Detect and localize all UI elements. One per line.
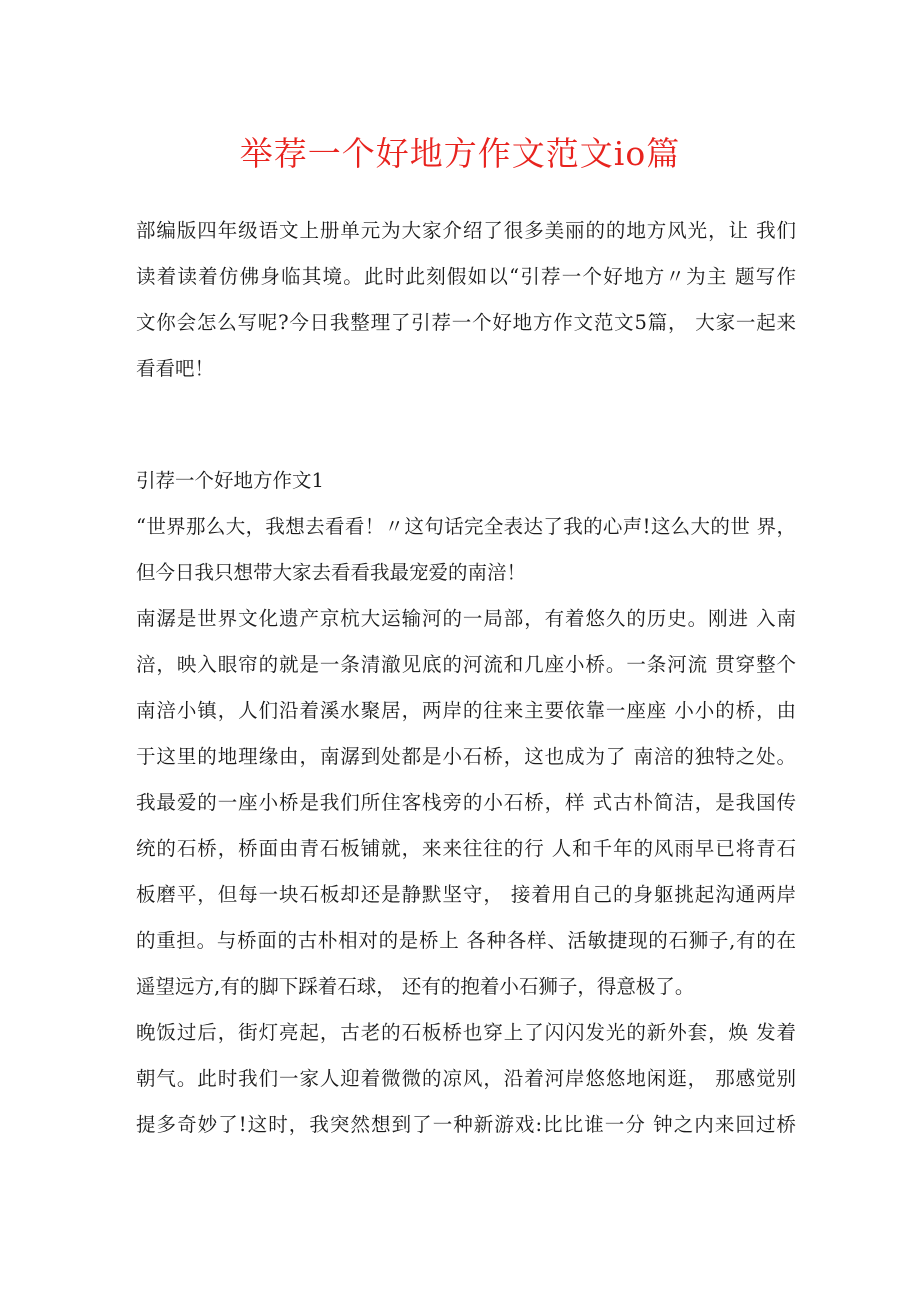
section-line: 板磨平，但每一块石板却还是静默坚守， 接着用自己的身躯挑起沟通两岸: [136, 883, 796, 906]
section-line: 于这里的地理缘由，南潺到处都是小石桥，这也成为了 南涪的独特之处。: [136, 745, 796, 768]
section-line: 朝气。此时我们一家人迎着微微的凉风，沿着河岸悠悠地闲逛， 那感觉别: [136, 1067, 796, 1090]
section-line: 我最爱的一座小桥是我们所住客栈旁的小石桥，样 式古朴简洁，是我国传: [136, 791, 796, 814]
section-line: 遥望远方,有的脚下踩着石球， 还有的抱着小石狮子，得意极了。: [136, 975, 695, 998]
section-paragraphs: [136, 504, 796, 1148]
intro-line: 读着读着仿佛身临其境。此时此刻假如以“引荐一个好地方〃为主 题写作: [136, 265, 796, 288]
document-title: 举荐一个好地方作文范文io篇: [239, 134, 681, 173]
section-line: “世界那么大，我想去看看！〃这句话完全表达了我的心声!这么大的世 界，: [136, 515, 796, 538]
section-line: 但今日我只想带大家去看看我最宠爱的南涪！: [136, 561, 527, 584]
section-line: 提多奇妙了!这时，我突然想到了一种新游戏:比比谁一分 钟之内来回过桥: [136, 1113, 796, 1136]
section-line: 南潺是世界文化遗产京杭大运输河的一局部，有着悠久的历史。刚进 入南: [136, 607, 796, 630]
section-line: 统的石桥，桥面由青石板铺就，来来往往的行 人和千年的风雨早已将青石: [136, 837, 796, 860]
section-heading: 引荐一个好地方作文1: [136, 469, 324, 492]
intro-line: 文你会怎么写呢?今日我整理了引荐一个好地方作文范文5篇， 大家一起来: [136, 311, 796, 334]
section-line: 南涪小镇，人们沿着溪水聚居，两岸的往来主要依靠一座座 小小的桥，由: [136, 699, 796, 722]
intro-line: 看看吧！: [136, 357, 215, 380]
document-body: [136, 208, 796, 1148]
intro-line: 部编版四年级语文上册单元为大家介绍了很多美丽的的地方风光，让 我们: [136, 219, 796, 242]
section-line: 晚饭过后，街灯亮起，古老的石板桥也穿上了闪闪发光的新外套，焕 发着: [136, 1021, 796, 1044]
intro-paragraph: [136, 208, 796, 392]
paragraph-gap: [136, 392, 796, 458]
section-line: 涪，映入眼帘的就是一条清澈见底的河流和几座小桥。一条河流 贯穿整个: [136, 653, 796, 676]
section-line: 的重担。与桥面的古朴相对的是桥上 各种各样、活敏捷现的石狮子,有的在: [136, 929, 796, 952]
